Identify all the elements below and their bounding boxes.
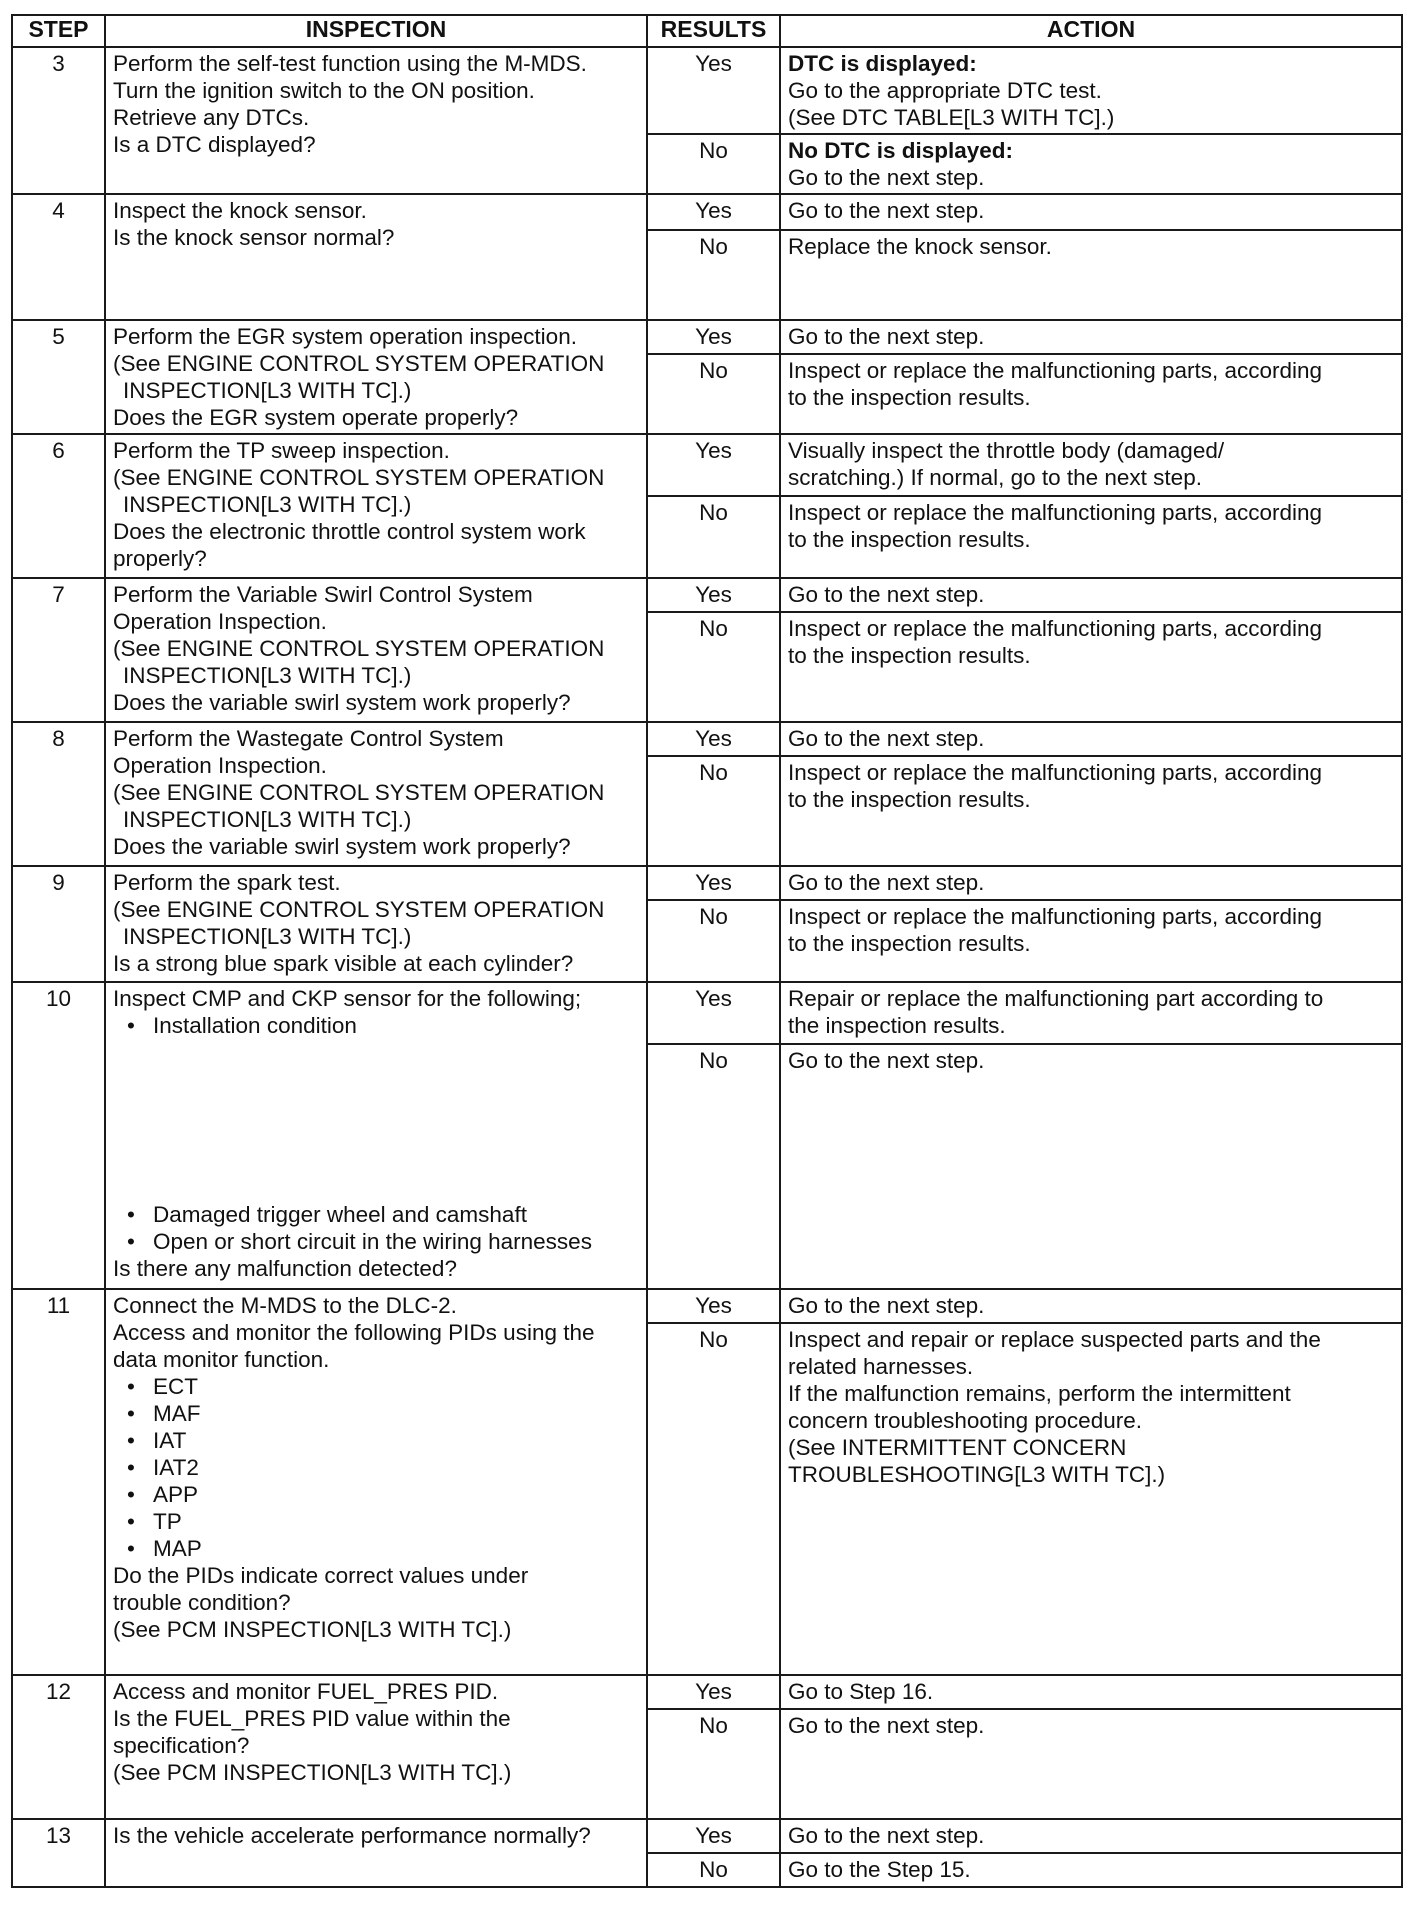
inspection-text: Operation Inspection. bbox=[113, 753, 327, 778]
inspection-text: trouble condition? bbox=[113, 1590, 291, 1615]
action-yes: Go to Step 16. bbox=[780, 1675, 1402, 1709]
action-no: Replace the knock sensor. bbox=[780, 230, 1402, 320]
result-no: No bbox=[647, 1323, 780, 1675]
inspection-cell bbox=[105, 434, 647, 578]
inspection-text: Is the vehicle accelerate performance normally? bbox=[113, 1823, 591, 1848]
table-row bbox=[12, 434, 1402, 496]
table-row bbox=[12, 982, 1402, 1044]
inspection-text: Is a strong blue spark visible at each cylinder? bbox=[113, 951, 574, 976]
inspection-text: INSPECTION[L3 WITH TC].) bbox=[123, 807, 412, 832]
inspection-text: Is the FUEL_PRES PID value within the bbox=[113, 1706, 511, 1731]
inspection-cell bbox=[105, 578, 647, 722]
table-row bbox=[12, 47, 1402, 134]
header-results: RESULTS bbox=[647, 15, 780, 47]
result-no: No bbox=[647, 230, 780, 320]
action-yes: Go to the next step. bbox=[780, 866, 1402, 900]
action-text: to the inspection results. bbox=[788, 643, 1031, 668]
inspection-cell bbox=[105, 722, 647, 866]
result-yes: Yes bbox=[647, 194, 780, 230]
inspection-cell bbox=[105, 194, 647, 320]
step-number: 8 bbox=[12, 722, 105, 866]
result-yes: Yes bbox=[647, 1819, 780, 1853]
inspection-text: Perform the TP sweep inspection. bbox=[113, 438, 450, 463]
action-text: scratching.) If normal, go to the next step. bbox=[788, 465, 1202, 490]
action-no bbox=[780, 496, 1402, 578]
result-yes: Yes bbox=[647, 434, 780, 496]
inspection-cell bbox=[105, 47, 647, 194]
action-text: Inspect or replace the malfunctioning parts, according bbox=[788, 616, 1323, 641]
header-row bbox=[12, 15, 1402, 47]
action-text: (See DTC TABLE[L3 WITH TC].) bbox=[788, 105, 1115, 130]
result-yes: Yes bbox=[647, 1675, 780, 1709]
action-yes: Go to the next step. bbox=[780, 1819, 1402, 1853]
action-text: Inspect or replace the malfunctioning parts, according bbox=[788, 500, 1323, 525]
step-number: 6 bbox=[12, 434, 105, 578]
inspection-text: Perform the Variable Swirl Control System bbox=[113, 582, 533, 607]
inspection-cell bbox=[105, 1675, 647, 1819]
inspection-text: (See ENGINE CONTROL SYSTEM OPERATION bbox=[113, 780, 605, 805]
table-row bbox=[12, 866, 1402, 900]
action-no bbox=[780, 612, 1402, 722]
action-yes bbox=[780, 434, 1402, 496]
bullet-item: • IAT bbox=[113, 1427, 639, 1454]
action-text: to the inspection results. bbox=[788, 931, 1031, 956]
step-number: 12 bbox=[12, 1675, 105, 1819]
inspection-text: (See PCM INSPECTION[L3 WITH TC].) bbox=[113, 1617, 512, 1642]
step-number: 5 bbox=[12, 320, 105, 434]
action-title: No DTC is displayed: bbox=[788, 138, 1014, 163]
inspection-cell bbox=[105, 866, 647, 982]
action-text: related harnesses. bbox=[788, 1354, 974, 1379]
inspection-text: Connect the M-MDS to the DLC-2. bbox=[113, 1293, 457, 1318]
action-yes: Go to the next step. bbox=[780, 320, 1402, 354]
bullet-item: • IAT2 bbox=[113, 1454, 639, 1481]
action-no: Go to the Step 15. bbox=[780, 1853, 1402, 1887]
result-yes: Yes bbox=[647, 1289, 780, 1323]
action-yes: Go to the next step. bbox=[780, 722, 1402, 756]
action-text: Inspect or replace the malfunctioning parts, according bbox=[788, 760, 1323, 785]
action-no bbox=[780, 354, 1402, 434]
inspection-text: INSPECTION[L3 WITH TC].) bbox=[123, 663, 412, 688]
action-no: Go to the next step. bbox=[780, 1044, 1402, 1289]
action-no bbox=[780, 756, 1402, 866]
inspection-text: data monitor function. bbox=[113, 1347, 330, 1372]
bullet-item: • ECT bbox=[113, 1373, 639, 1400]
table-row bbox=[12, 578, 1402, 612]
result-no: No bbox=[647, 612, 780, 722]
result-no: No bbox=[647, 1044, 780, 1289]
action-text: Inspect or replace the malfunctioning parts, according bbox=[788, 358, 1323, 383]
action-text: (See INTERMITTENT CONCERN bbox=[788, 1435, 1127, 1460]
action-text: to the inspection results. bbox=[788, 787, 1031, 812]
inspection-text: Does the variable swirl system work properly? bbox=[113, 834, 571, 859]
result-yes: Yes bbox=[647, 578, 780, 612]
inspection-text: Perform the Wastegate Control System bbox=[113, 726, 504, 751]
action-no bbox=[780, 900, 1402, 982]
action-text: concern troubleshooting procedure. bbox=[788, 1408, 1142, 1433]
inspection-text: Does the electronic throttle control system work bbox=[113, 519, 586, 544]
result-yes: Yes bbox=[647, 320, 780, 354]
inspection-text: (See ENGINE CONTROL SYSTEM OPERATION bbox=[113, 351, 605, 376]
inspection-text: (See PCM INSPECTION[L3 WITH TC].) bbox=[113, 1760, 512, 1785]
inspection-text: Operation Inspection. bbox=[113, 609, 327, 634]
inspection-text: Access and monitor FUEL_PRES PID. bbox=[113, 1679, 499, 1704]
action-text: Inspect or replace the malfunctioning parts, according bbox=[788, 904, 1323, 929]
action-no: Go to the next step. bbox=[780, 1709, 1402, 1819]
bullet-item: • MAF bbox=[113, 1400, 639, 1427]
result-yes: Yes bbox=[647, 866, 780, 900]
inspection-cell bbox=[105, 320, 647, 434]
result-no: No bbox=[647, 496, 780, 578]
inspection-text: (See ENGINE CONTROL SYSTEM OPERATION bbox=[113, 636, 605, 661]
inspection-text: Do the PIDs indicate correct values under bbox=[113, 1563, 529, 1588]
action-text: the inspection results. bbox=[788, 1013, 1006, 1038]
inspection-text: Perform the spark test. bbox=[113, 870, 341, 895]
bullet-item: • Damaged trigger wheel and camshaft bbox=[113, 1201, 639, 1228]
table-row bbox=[12, 1819, 1402, 1853]
step-number: 7 bbox=[12, 578, 105, 722]
step-number: 3 bbox=[12, 47, 105, 194]
inspection-text: Perform the EGR system operation inspection. bbox=[113, 324, 577, 349]
bullet-item: • Installation condition bbox=[113, 1012, 639, 1039]
action-text: to the inspection results. bbox=[788, 385, 1031, 410]
bullet-item: • MAP bbox=[113, 1535, 639, 1562]
bullet-item: • Open or short circuit in the wiring harnesses bbox=[113, 1228, 639, 1255]
action-text: If the malfunction remains, perform the intermittent bbox=[788, 1381, 1291, 1406]
inspection-text: Is there any malfunction detected? bbox=[113, 1256, 457, 1281]
bullet-item: • APP bbox=[113, 1481, 639, 1508]
inspection-text: specification? bbox=[113, 1733, 250, 1758]
action-text: TROUBLESHOOTING[L3 WITH TC].) bbox=[788, 1462, 1166, 1487]
inspection-text: INSPECTION[L3 WITH TC].) bbox=[123, 924, 412, 949]
step-number: 13 bbox=[12, 1819, 105, 1887]
result-no: No bbox=[647, 756, 780, 866]
table-row bbox=[12, 722, 1402, 756]
table-row bbox=[12, 320, 1402, 354]
inspection-text: Retrieve any DTCs. bbox=[113, 105, 310, 130]
result-yes: Yes bbox=[647, 722, 780, 756]
inspection-text: Inspect the knock sensor. bbox=[113, 198, 367, 223]
result-no: No bbox=[647, 354, 780, 434]
action-yes bbox=[780, 47, 1402, 134]
inspection-text: Is a DTC displayed? bbox=[113, 132, 316, 157]
action-yes: Go to the next step. bbox=[780, 1289, 1402, 1323]
inspection-cell bbox=[105, 1289, 647, 1675]
inspection-text: Access and monitor the following PIDs using the bbox=[113, 1320, 595, 1345]
action-text: Go to the next step. bbox=[788, 165, 985, 190]
result-yes: Yes bbox=[647, 47, 780, 134]
result-no: No bbox=[647, 134, 780, 194]
step-number: 10 bbox=[12, 982, 105, 1289]
action-yes: Go to the next step. bbox=[780, 194, 1402, 230]
inspection-text: properly? bbox=[113, 546, 207, 571]
action-text: Repair or replace the malfunctioning part according to bbox=[788, 986, 1324, 1011]
bullet-item: • TP bbox=[113, 1508, 639, 1535]
action-title: DTC is displayed: bbox=[788, 51, 977, 76]
inspection-text: Does the variable swirl system work properly? bbox=[113, 690, 571, 715]
inspection-cell bbox=[105, 1819, 647, 1887]
spacer bbox=[113, 1039, 639, 1201]
diagnostic-table bbox=[11, 14, 1403, 1888]
inspection-text: Turn the ignition switch to the ON position. bbox=[113, 78, 535, 103]
result-no: No bbox=[647, 1709, 780, 1819]
header-action: ACTION bbox=[780, 15, 1402, 47]
action-no bbox=[780, 134, 1402, 194]
result-no: No bbox=[647, 900, 780, 982]
inspection-text: Is the knock sensor normal? bbox=[113, 225, 395, 250]
action-text: Inspect and repair or replace suspected parts and the bbox=[788, 1327, 1321, 1352]
table-row bbox=[12, 194, 1402, 230]
result-yes: Yes bbox=[647, 982, 780, 1044]
action-text: to the inspection results. bbox=[788, 527, 1031, 552]
step-number: 9 bbox=[12, 866, 105, 982]
inspection-text: Inspect CMP and CKP sensor for the following; bbox=[113, 986, 582, 1011]
step-number: 4 bbox=[12, 194, 105, 320]
inspection-text: (See ENGINE CONTROL SYSTEM OPERATION bbox=[113, 897, 605, 922]
header-step: STEP bbox=[12, 15, 105, 47]
result-no: No bbox=[647, 1853, 780, 1887]
inspection-text: Does the EGR system operate properly? bbox=[113, 405, 519, 430]
action-yes: Go to the next step. bbox=[780, 578, 1402, 612]
action-text: Go to the appropriate DTC test. bbox=[788, 78, 1102, 103]
step-number: 11 bbox=[12, 1289, 105, 1675]
header-inspection: INSPECTION bbox=[105, 15, 647, 47]
action-no bbox=[780, 1323, 1402, 1675]
action-yes bbox=[780, 982, 1402, 1044]
table-row bbox=[12, 1289, 1402, 1323]
inspection-text: INSPECTION[L3 WITH TC].) bbox=[123, 378, 412, 403]
action-text: Visually inspect the throttle body (damaged/ bbox=[788, 438, 1225, 463]
inspection-text: (See ENGINE CONTROL SYSTEM OPERATION bbox=[113, 465, 605, 490]
inspection-text: Perform the self-test function using the M-MDS. bbox=[113, 51, 587, 76]
inspection-text: INSPECTION[L3 WITH TC].) bbox=[123, 492, 412, 517]
table-row bbox=[12, 1675, 1402, 1709]
inspection-cell bbox=[105, 982, 647, 1289]
